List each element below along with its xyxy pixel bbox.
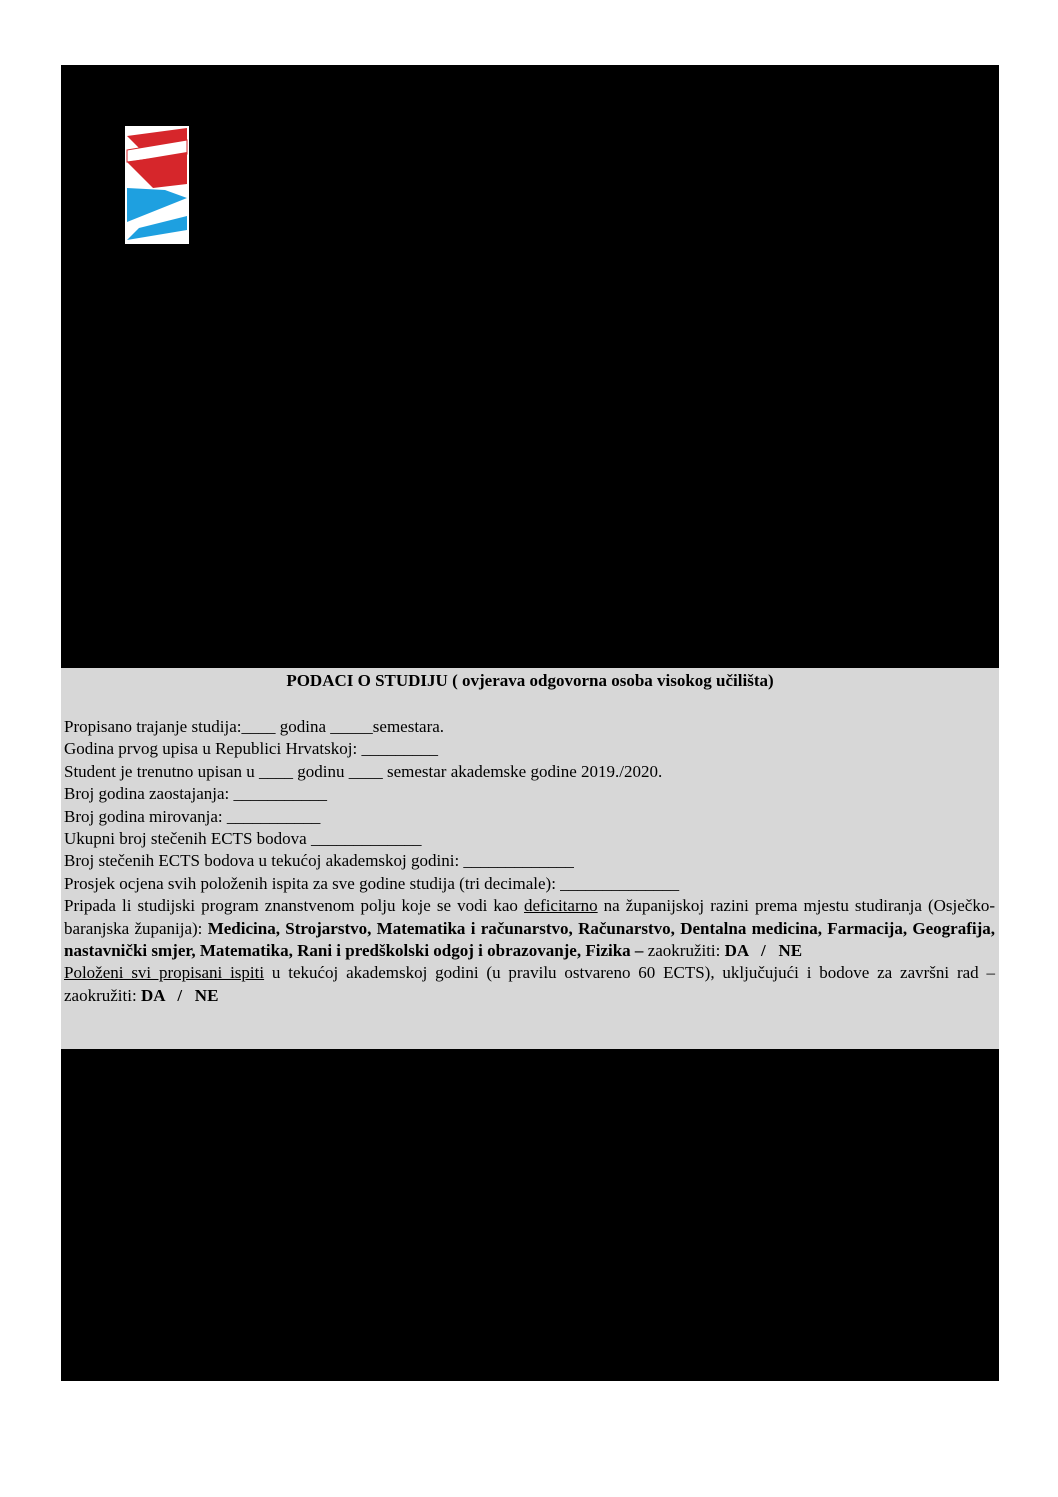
line-grade-average: Prosjek ocjena svih položenih ispita za sve godine studija (tri decimale): ______________ [64,873,680,893]
line-total-ects: Ukupni broj stečenih ECTS bodova _____________ [64,829,422,849]
university-logo [125,126,189,244]
deficit-yes-no-choice[interactable]: DA / NE [724,941,803,961]
study-data-lines [64,716,995,1007]
line-current-enrollment: Student je trenutno upisan u ____ godinu ____ semestar akademske godine 2019./2020. [64,761,663,781]
panel-title: PODACI O STUDIJU ( ovjerava odgovorna osoba visokog učilišta) [286,671,774,690]
deficit-field-question: Pripada li studijski program znanstvenom polju koje se vodi kao deficitarno na županijskoj razini prema mjestu studiranja (Osječko-baranjska županija): Medicina, Strojarstvo, Matematika i računarstvo, Računarstvo, Dentalna medicina, Farmacija, Geografija, nastavnički smjer, Matematika, Rani i predškolski odgoj i obrazovanje, Fizika – zaokružiti: DA / NE [64,896,995,961]
line-first-enrollment: Godina prvog upisa u Republici Hrvatskoj: _________ [64,739,438,759]
line-years-behind: Broj godina zaostajanja: ___________ [64,784,327,804]
redacted-footer-block [61,1049,999,1381]
deficit-fields-list: Medicina, Strojarstvo, Matematika i računarstvo, Računarstvo, Dentalna medicina, Farmacija, Geografija, nastavnički smjer, Matematika, Rani i predškolski odgoj i obrazovanje, Fizika – [64,918,995,961]
line-years-paused: Broj godina mirovanja: ___________ [64,806,321,826]
exams-passed-question: Položeni svi propisani ispiti u tekućoj akademskoj godini (u pravilu ostvareno 60 ECTS), uključujući i bodove za završni rad – zaokružiti: DA / NE [64,963,996,1005]
line-study-duration: Propisano trajanje studija:____ godina _____semestara. [64,717,445,736]
study-data-panel [61,668,999,1049]
line-current-ects: Broj stečenih ECTS bodova u tekućoj akademskoj godini: _____________ [64,851,574,871]
exams-yes-no-choice[interactable]: DA / NE [140,985,219,1005]
redacted-header-block [61,65,999,668]
